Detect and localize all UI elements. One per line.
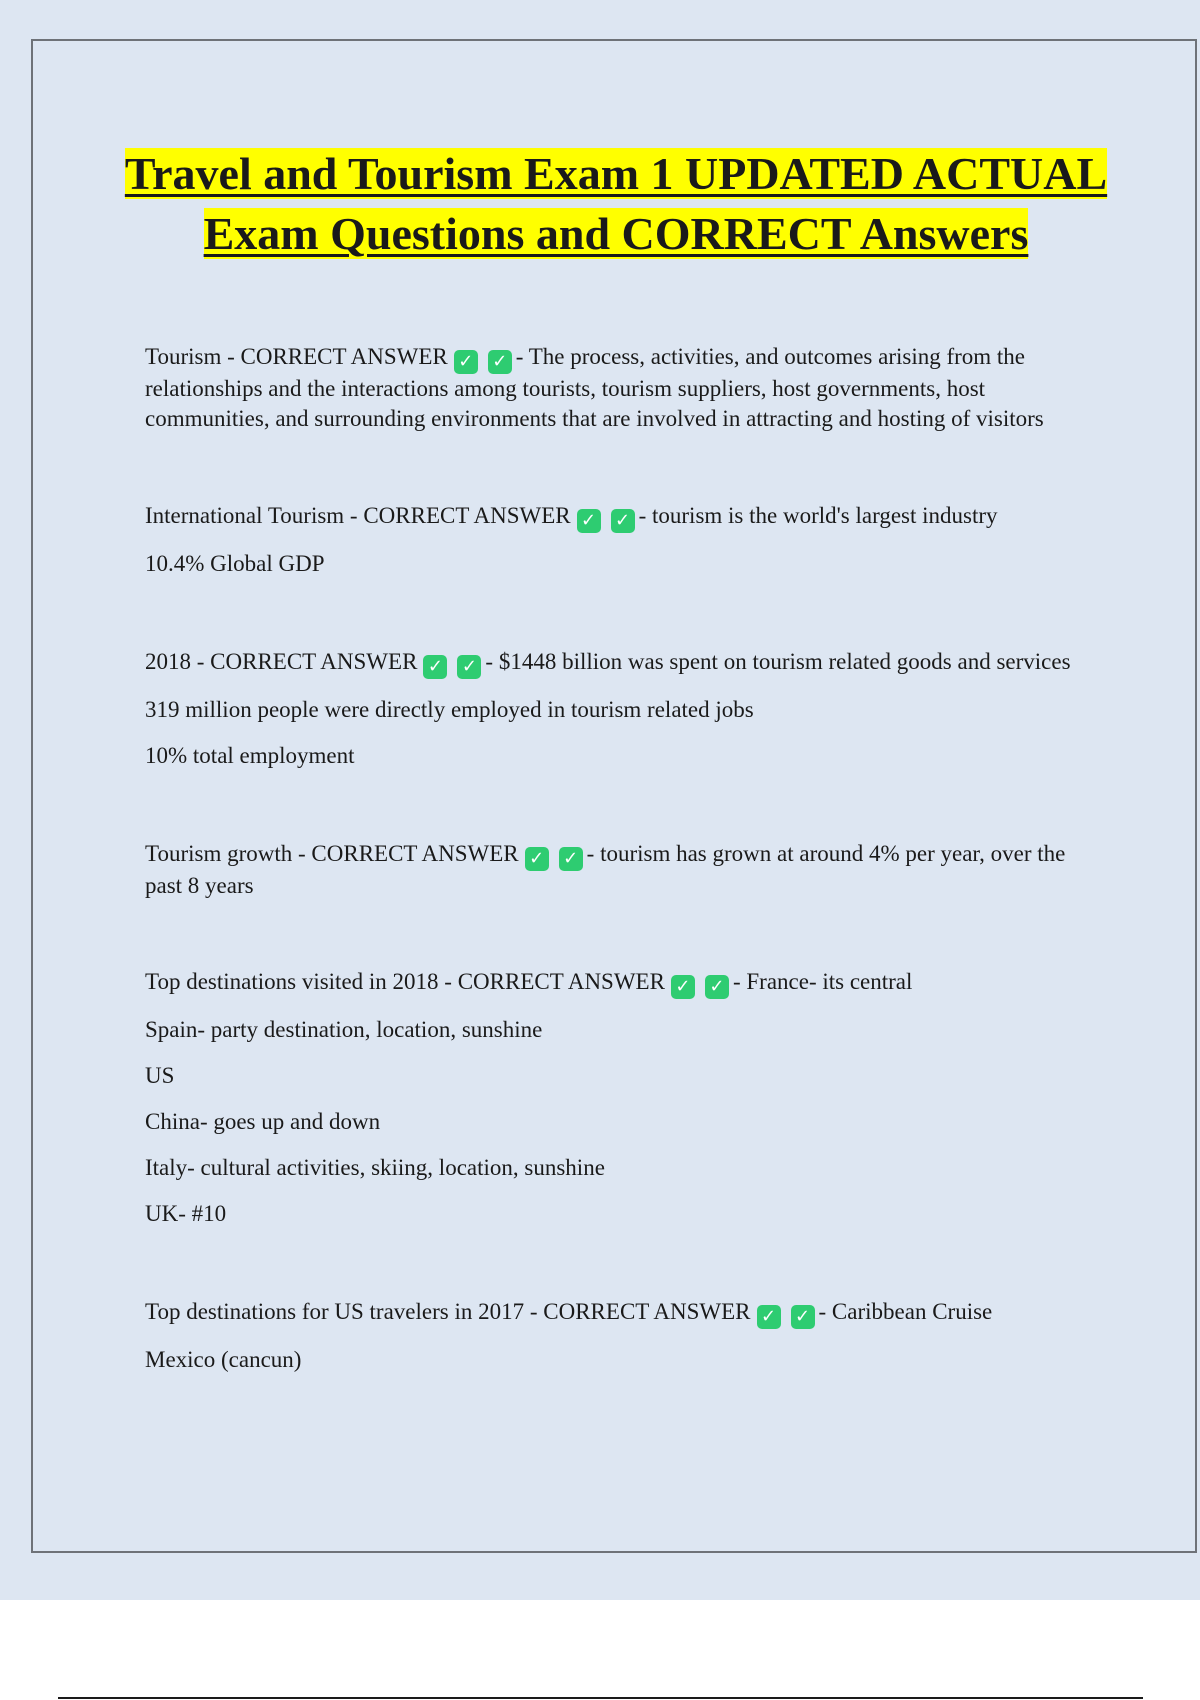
qa-answer: - tourism has grown at around 4% per year, over the past 8 years	[145, 841, 1066, 898]
footer-divider	[58, 1697, 1143, 1699]
qa-answer: - The process, activities, and outcomes arising from the relationships and the interactions among tourists, tourism suppliers, host governments, host communities, and surrounding environments that are involved in attracting and hosting of visitors	[145, 344, 1044, 431]
check-icon: ✓	[457, 655, 481, 679]
qa-item	[145, 839, 1085, 901]
check-icon: ✓	[525, 847, 549, 871]
qa-detail: 319 million people were directly employed in tourism related jobs	[145, 697, 754, 722]
qa-term: Top destinations visited in 2018 - CORRECT ANSWER	[145, 969, 665, 994]
qa-answer: - $1448 billion was spent on tourism related goods and services	[485, 649, 1071, 674]
qa-detail: Mexico (cancun)	[145, 1347, 302, 1372]
check-icon: ✓	[488, 350, 512, 374]
check-icon: ✓	[454, 350, 478, 374]
qa-detail: 10% total employment	[145, 743, 355, 768]
qa-detail: UK- #10	[145, 1201, 227, 1226]
qa-item	[145, 501, 1085, 533]
qa-item	[145, 342, 1085, 434]
document-title	[100, 144, 1132, 264]
qa-term: Top destinations for US travelers in 2017 - CORRECT ANSWER	[145, 1299, 751, 1324]
qa-detail: Spain- party destination, location, sunshine	[145, 1017, 543, 1042]
spacer	[145, 595, 1085, 647]
check-icon: ✓	[559, 847, 583, 871]
spacer	[145, 1245, 1085, 1297]
qa-answer: - France- its central	[732, 969, 913, 994]
qa-answer: - tourism is the world's largest industry	[638, 503, 998, 528]
qa-answer: - Caribbean Cruise	[818, 1299, 993, 1324]
qa-item	[145, 967, 1085, 999]
check-icon: ✓	[611, 509, 635, 533]
check-icon: ✓	[791, 1305, 815, 1329]
qa-detail: US	[145, 1063, 175, 1088]
qa-item	[145, 647, 1085, 679]
qa-term: Tourism growth - CORRECT ANSWER	[145, 841, 519, 866]
qa-term: 2018 - CORRECT ANSWER	[145, 649, 418, 674]
document-title-text: Travel and Tourism Exam 1 UPDATED ACTUAL Exam Questions and CORRECT Answers	[124, 148, 1108, 259]
check-icon: ✓	[577, 509, 601, 533]
qa-detail: China- goes up and down	[145, 1109, 381, 1134]
spacer	[145, 901, 1085, 967]
qa-item	[145, 1297, 1085, 1329]
check-icon: ✓	[671, 975, 695, 999]
check-icon: ✓	[423, 655, 447, 679]
spacer	[145, 434, 1085, 501]
check-icon: ✓	[757, 1305, 781, 1329]
qa-detail: Italy- cultural activities, skiing, location, sunshine	[145, 1155, 605, 1180]
check-icon: ✓	[705, 975, 729, 999]
spacer	[145, 787, 1085, 839]
qa-detail: 10.4% Global GDP	[145, 551, 325, 576]
qa-term: International Tourism - CORRECT ANSWER	[145, 503, 571, 528]
qa-term: Tourism - CORRECT ANSWER	[145, 344, 448, 369]
qa-list	[145, 342, 1085, 1391]
